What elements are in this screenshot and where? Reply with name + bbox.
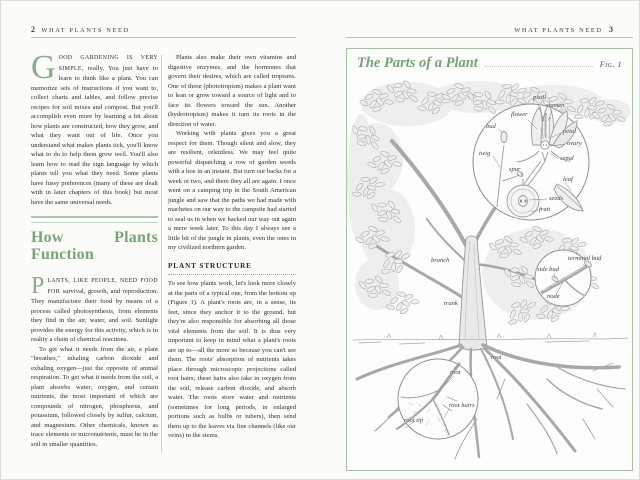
paragraph-air-soil: To get what it needs from the air, a plant "breathes," inhaling carbon dioxide and exhaling oxygen—just the opposite of animal respiration. To get what it needs from the soil, a plant absorbs water, oxygen, and certain nutrients, the most important of which are compounds of nitrogen, phosphorus, and potassium, followed closely by sulfur, calcium, and magnesium. Other chemicals, known as trace elements or micronutrients, must be in the soil in smaller quantities. [31, 345, 158, 448]
paragraph-structure: To see how plants work, let's look more closely at the parts of a typical one, from the bottom up (Figure 1). A plant's roots are, in a sense, its feet, since they anchor it to the ground, but they're also responsible for absorbing all those vital elements from the soil. It is thus very important to keep in mind what a plant's roots are up to—all the more so because you can't see them. The roots' absorption of nutrients takes place through microscopic projections called root hairs; these hairs also take in oxygen from the soil, release carbon dioxide, and absorb water. The roots store water and nutrients (sometimes for long periods, in enlarged portions such as bulbs or tubers), then send them up to the leaves via fine channels (like our veins) in the stems. [168, 280, 296, 439]
subsection-heading: PLANT STRUCTURE [168, 262, 296, 276]
paragraph-intro [31, 49, 158, 207]
figure-title-row [357, 55, 622, 72]
figure-label-pistil: pistil [533, 94, 547, 101]
figure-label-branch: branch [431, 257, 450, 264]
figure-label-root: root [491, 354, 502, 361]
paragraph-jungle: Working with plants gives you a great respect for them. Though silent and slow, they are resilient, relentless. We may feel quite powerful dispatching a row of garden weeds with a hoe in an instant. But turn our backs for a week or two, and there they all are again. I once went on a camping trip in the South American jungle and saw that the paths we had made with machetes on our way to the campsite had started to seal us in when we hacked our way out again a mere week later. To this day I always see a little bit of the jungle in plants, even the ones in my civilized northern garden. [168, 130, 296, 251]
figure-label-trunk: trunk [444, 300, 458, 307]
dotted-leader [485, 56, 593, 67]
figure-label-petal: petal [563, 128, 576, 135]
figure-label-ovary: ovary [567, 140, 582, 147]
column-divider [161, 55, 162, 453]
smallcaps-opener: LANTS, LIKE PEOPLE, NEED FOOD FOR [47, 278, 158, 295]
figure-title: The Parts of a Plant [357, 55, 478, 71]
figure-label-leaf: leaf [563, 176, 573, 183]
figure-number: Fig. 1 [599, 60, 622, 69]
running-head-right [514, 25, 613, 34]
text-column-2 [168, 53, 296, 441]
double-rule [31, 216, 158, 223]
header-rule [346, 37, 633, 38]
drop-cap-g: G [31, 49, 56, 86]
page-number: 3 [609, 25, 613, 34]
figure-box [346, 48, 633, 471]
paragraph-tropisms: Plants also make their own vitamins and digestive enzymes, and the hormones that govern their desires, which are called tropisms. One of these (phototropism) makes a plant want to lean or grow toward a source of light and to face its flowers toward the sun. Another (hydrotropism) makes it turn its roots in the direction of water. [168, 54, 296, 128]
running-head-left [31, 25, 130, 34]
paragraph-function [31, 273, 158, 345]
figure-label-node: node [547, 293, 560, 300]
running-head-text: WHAT PLANTS NEED [41, 27, 130, 34]
paragraph-text: survival, growth, and reproduction. They manufacture their food by means of a process called photosynthesis, from elements they find in the air, water, and soil. Sunlight provides the energy for this activity, which is in reality a chain of chemical reactions. [31, 287, 158, 343]
page-left [1, 1, 321, 480]
figure-label-terminal-bud: terminal bud [568, 255, 602, 262]
figure-label-side-bud: side bud [537, 266, 559, 273]
figure-label-seeds: seeds [549, 195, 564, 202]
header-rule [31, 37, 296, 38]
running-head-text: WHAT PLANTS NEED [514, 27, 603, 34]
figure-label-root-tip: root tip [404, 417, 424, 424]
page-right [321, 1, 640, 480]
figure-label-fruit: fruit [539, 206, 551, 213]
figure-label-stamen: stamen [546, 102, 565, 109]
smallcaps-opener: OOD GARDENING IS VERY SIMPLE, [58, 55, 158, 72]
drop-cap-p: P [31, 273, 45, 299]
text-column-1 [31, 49, 158, 449]
section-heading: How Plants Function [31, 229, 158, 263]
figure-label-sepal: sepal [560, 155, 574, 162]
paragraph-text: really. You just have to learn to think like a plant. You can memorize sets of instructions if you want to, collect charts and tables, and follow precise recipes for soil mixes and compost. But you'll accomplish even more by learning a bit about how plants are constructed, how they grow, and what they want out of life. Once you understand what makes plants tick, you'll know what to do to help them grow well. You'll also learn how to read the sign language by which plants tell you what they need. Some plants have fussy preferences (many of these are dealt with in later chapters of this book) but most have the same universal needs. [31, 64, 158, 206]
figure-label-twig: twig [479, 150, 491, 157]
page-number: 2 [31, 25, 35, 34]
figure-label-flower: flower [511, 111, 528, 118]
figure-label-bud: bud [486, 123, 496, 130]
figure-label-root-inset: root [450, 369, 461, 376]
figure-label-root-hairs: root hairs [449, 402, 475, 409]
figure-label-spur: spur [509, 166, 521, 173]
